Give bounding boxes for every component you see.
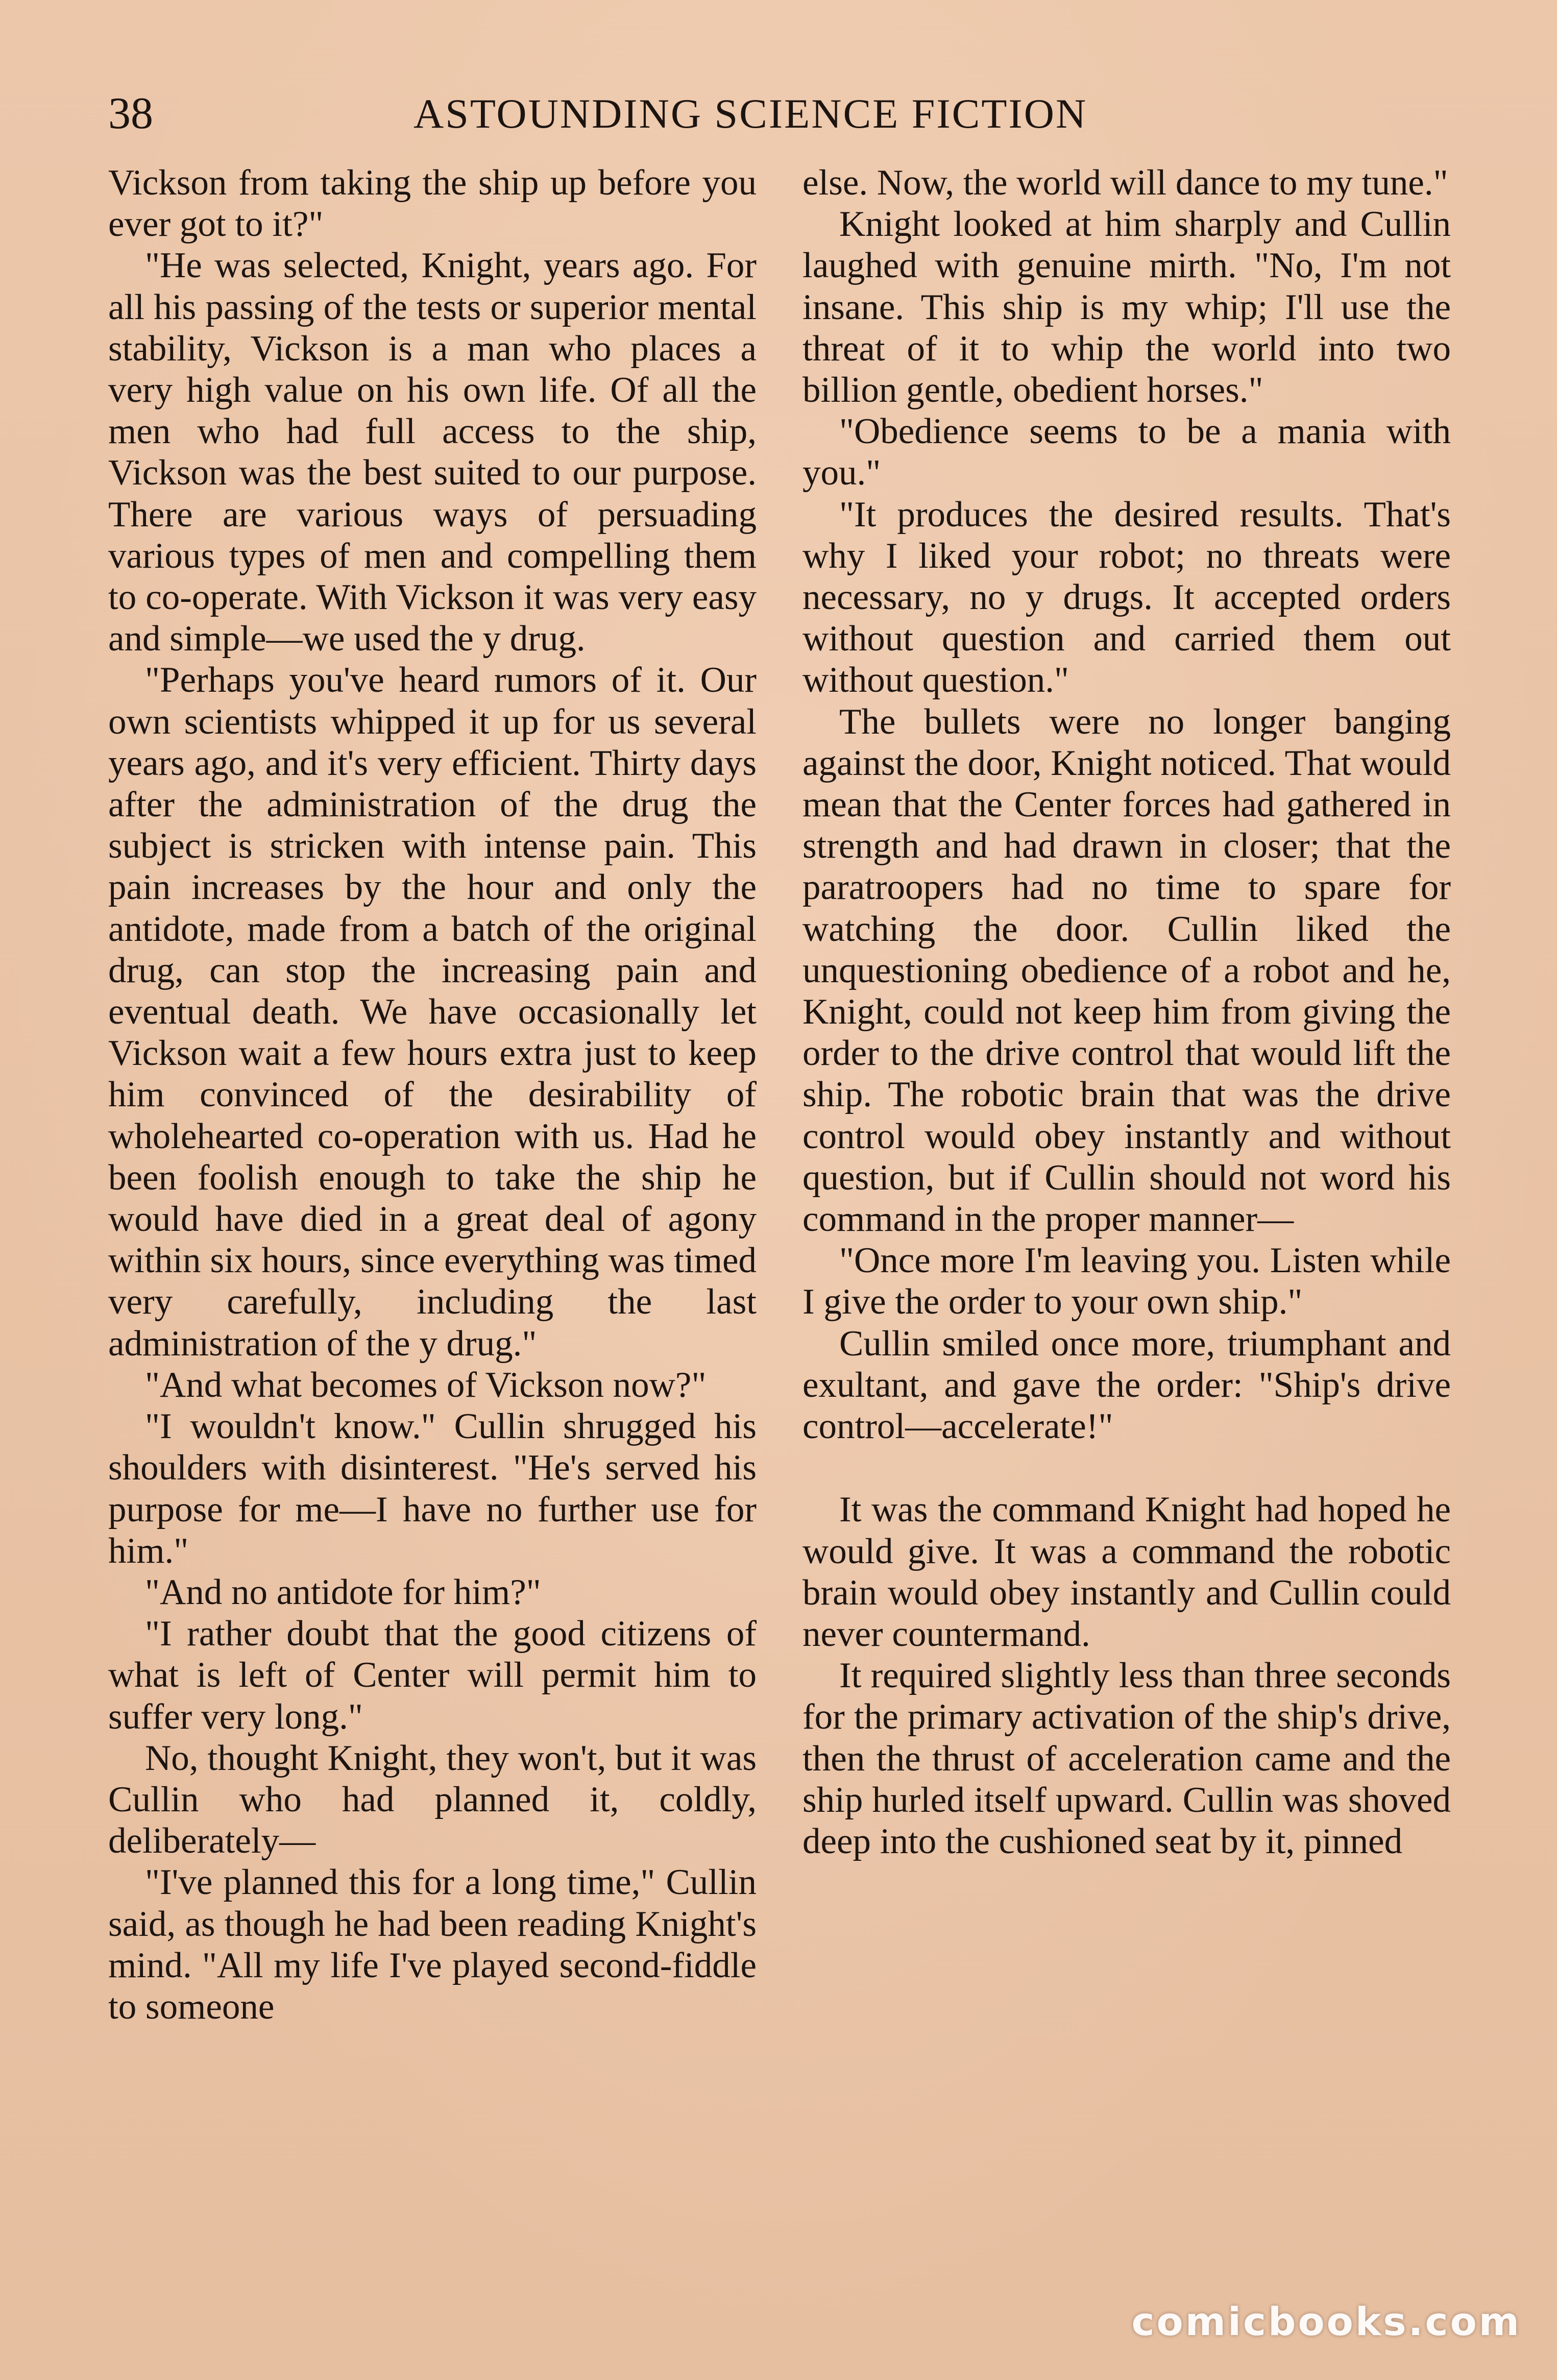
left-column	[108, 162, 757, 2028]
paragraph: No, thought Knight, they won't, but it was Cullin who had planned it, coldly, deliberately—	[108, 1738, 757, 1861]
paragraph: "I wouldn't know." Cullin shrugged his shoulders with disinterest. "He's served his purpose for me—I have no further use for him."	[108, 1406, 757, 1571]
section-break	[802, 1447, 1451, 1489]
journal-title: ASTOUNDING SCIENCE FICTION	[413, 90, 1088, 137]
paragraph: "It produces the desired results. That's why I liked your robot; no threats were necessary, no y drugs. It accepted orders without question and carried them out without question."	[802, 494, 1451, 700]
paragraph: Vickson from taking the ship up before you ever got to it?"	[108, 163, 757, 245]
paragraph: It was the command Knight had hoped he would give. It was a command the robotic brain would obey instantly and Cullin could never countermand.	[802, 1490, 1451, 1654]
paragraph: The bullets were no longer banging against the door, Knight noticed. That would mean that the Center forces had gathered in strength and had drawn in closer; that the paratroopers had no time to spare for watching the door. Cullin liked the unquestioning obedience of a robot and he, Knight, could not keep him from giving the order to the drive control that would lift the ship. The robotic brain that was the drive control would obey instantly and without question, but if Cullin should not word his command in the proper manner—	[802, 701, 1451, 1240]
paragraph: "He was selected, Knight, years ago. For all his passing of the tests or superior mental stability, Vickson is a man who places a very high value on his own life. Of all the men who had full access to the ship, Vickson was the best suited to our purpose. There are various ways of persuading various types of men and compelling them to co-operate. With Vickson it was very easy and simple—we used the y drug.	[108, 246, 757, 659]
paragraph: It required slightly less than three seconds for the primary activation of the ship's drive, then the thrust of acceleration came and the ship hurled itself upward. Cullin was shoved deep into the cushioned seat by it, pinned	[802, 1656, 1451, 1861]
paragraph: Knight looked at him sharply and Cullin laughed with genuine mirth. "No, I'm not insane. This ship is my whip; I'll use the threat of it to whip the world into two billion gentle, obedient horses."	[802, 204, 1451, 410]
paragraph: "I've planned this for a long time," Cullin said, as though he had been reading Knight's mind. "All my life I've played second-fiddle to someone	[108, 1862, 757, 2027]
page-number: 38	[108, 89, 153, 138]
paragraph: else. Now, the world will dance to my tune."	[802, 163, 1448, 203]
paragraph: "And what becomes of Vickson now?"	[145, 1365, 707, 1405]
paragraph: "And no antidote for him?"	[145, 1572, 541, 1612]
paragraph: "Perhaps you've heard rumors of it. Our own scientists whipped it up for us several years ago, and it's very efficient. Thirty days after the administration of the drug the subject is stricken with intense pain. This pain increases by the hour and only the antidote, made from a batch of the original drug, can stop the increasing pain and eventual death. We have occasionally let Vickson wait a few hours extra just to keep him convinced of the desirability of wholehearted co-operation with us. Had he been foolish enough to take the ship he would have died in a great deal of agony within six hours, since everything was timed very carefully, including the last administration of the y drug."	[108, 660, 757, 1364]
paragraph: "Obedience seems to be a mania with you."	[802, 411, 1451, 493]
running-head	[108, 86, 1456, 142]
site-watermark: comicbooks.com	[1131, 2299, 1521, 2344]
right-column	[802, 162, 1451, 1862]
paragraph: "I rather doubt that the good citizens of what is left of Center will permit him to suffer very long."	[108, 1614, 757, 1737]
paragraph: Cullin smiled once more, triumphant and exultant, and gave the order: "Ship's drive control—accelerate!"	[802, 1323, 1451, 1447]
paragraph: "Once more I'm leaving you. Listen while I give the order to your own ship."	[802, 1241, 1451, 1322]
